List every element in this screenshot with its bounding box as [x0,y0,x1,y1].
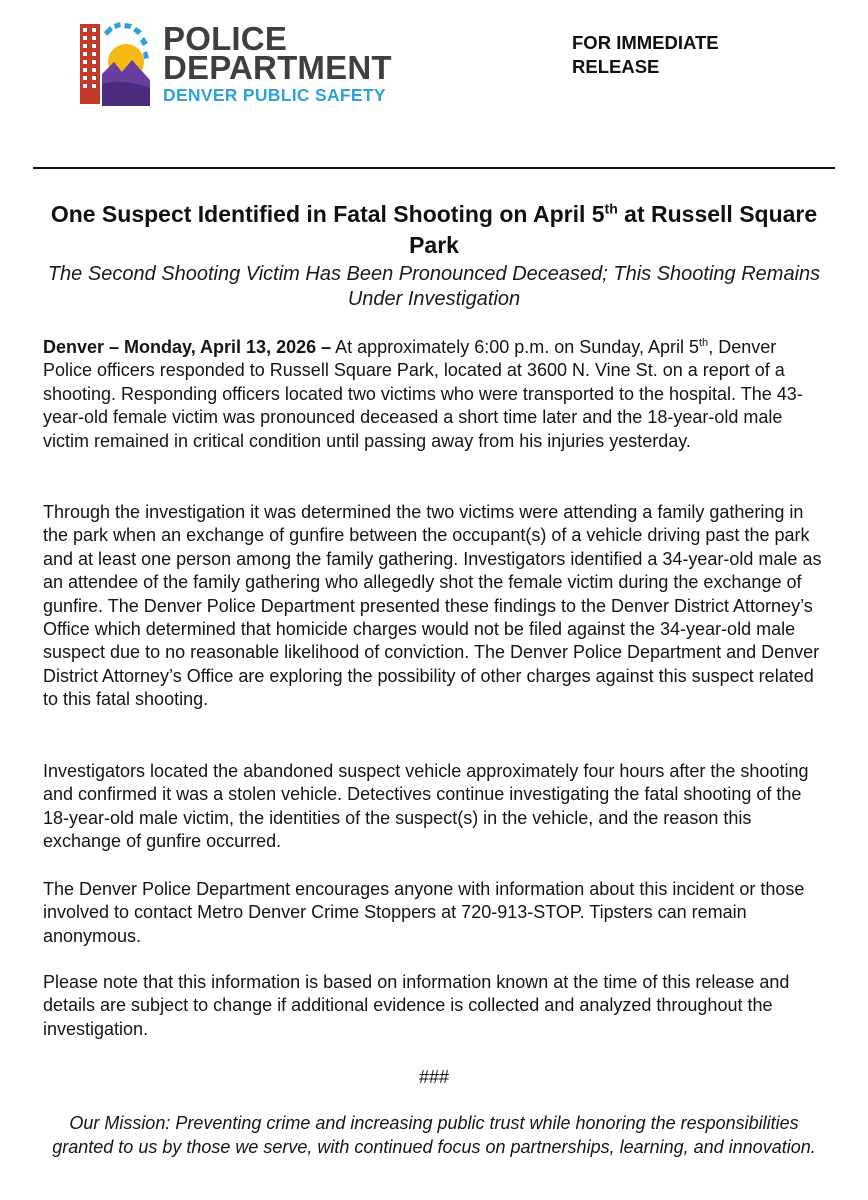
department-logo-icon [80,22,150,106]
paragraph-3: Investigators located the abandoned suspect vehicle approximately four hours after the shooting and confirmed it was a stolen vehicle. Detectives continue investigating the fatal shooting of the 18-year-old male victim, the identities of the suspect(s) in the vehicle, and the reason this exchange of gunfire occurred. [43,761,809,852]
logo-text-police: POLICE [163,20,288,57]
headline-ordinal: th [604,200,618,217]
end-mark: ### [418,1067,450,1087]
logo-text-subtitle: DENVER PUBLIC SAFETY [163,85,386,105]
dateline: Denver – Monday, April 13, 2026 – [43,337,332,357]
paragraph-1 [43,336,828,453]
header-divider [33,167,835,169]
subheadline: The Second Shooting Victim Has Been Pronounced Deceased; This Shooting Remains Under Investigation [47,263,821,310]
paragraph-1-ordinal: th [699,337,709,349]
brand-block [163,20,392,105]
headline-text-2: at Russell Square Park [409,201,818,258]
release-label [572,31,772,79]
logo-text-department: DEPARTMENT [163,49,392,86]
headline [30,199,838,261]
headline-text-1: One Suspect Identified in Fatal Shooting on April 5 [50,201,605,227]
paragraph-1-text-b: , Denver Police officers responded to Russell Square Park, located at 3600 N. Vine St. on a report of a shooting. Responding officers located two victims who were transported to the hospital. The 43-year-old female victim was pronounced deceased a short time later and the 18-year-old male victim remained in critical condition until passing away from his injuries yesterday. [43,337,803,451]
paragraph-4: The Denver Police Department encourages anyone with information about this incident or those involved to contact Metro Denver Crime Stoppers at 720-913-STOP. Tipsters can remain anonymous. [43,879,805,946]
paragraph-1-text-a: At approximately 6:00 p.m. on Sunday, April 5 [331,337,699,357]
release-line-1: FOR IMMEDIATE [572,32,719,53]
paragraph-5: Please note that this information is based on information known at the time of this release and details are subject to change if additional evidence is collected and analyzed throughout the investigation. [43,972,790,1039]
mission-statement: Our Mission: Preventing crime and increasing public trust while honoring the responsibilities granted to us by those we serve, with continued focus on partnerships, learning, and innovation. [52,1113,816,1157]
release-line-2: RELEASE [572,56,660,77]
paragraph-2: Through the investigation it was determined the two victims were attending a family gathering in the park when an exchange of gunfire between the occupant(s) of a vehicle driving past the park and at least one person among the family gathering. Investigators identified a 34-year-old male as an attendee of the family gathering who allegedly shot the female victim during the exchange of gunfire. The Denver Police Department presented these findings to the Denver District Attorney’s Office which determined that homicide charges would not be filed against the 34-year-old male suspect due to no reasonable likelihood of conviction. The Denver Police Department and Denver District Attorney’s Office are exploring the possibility of other charges against this suspect related to this fatal shooting. [43,502,822,710]
